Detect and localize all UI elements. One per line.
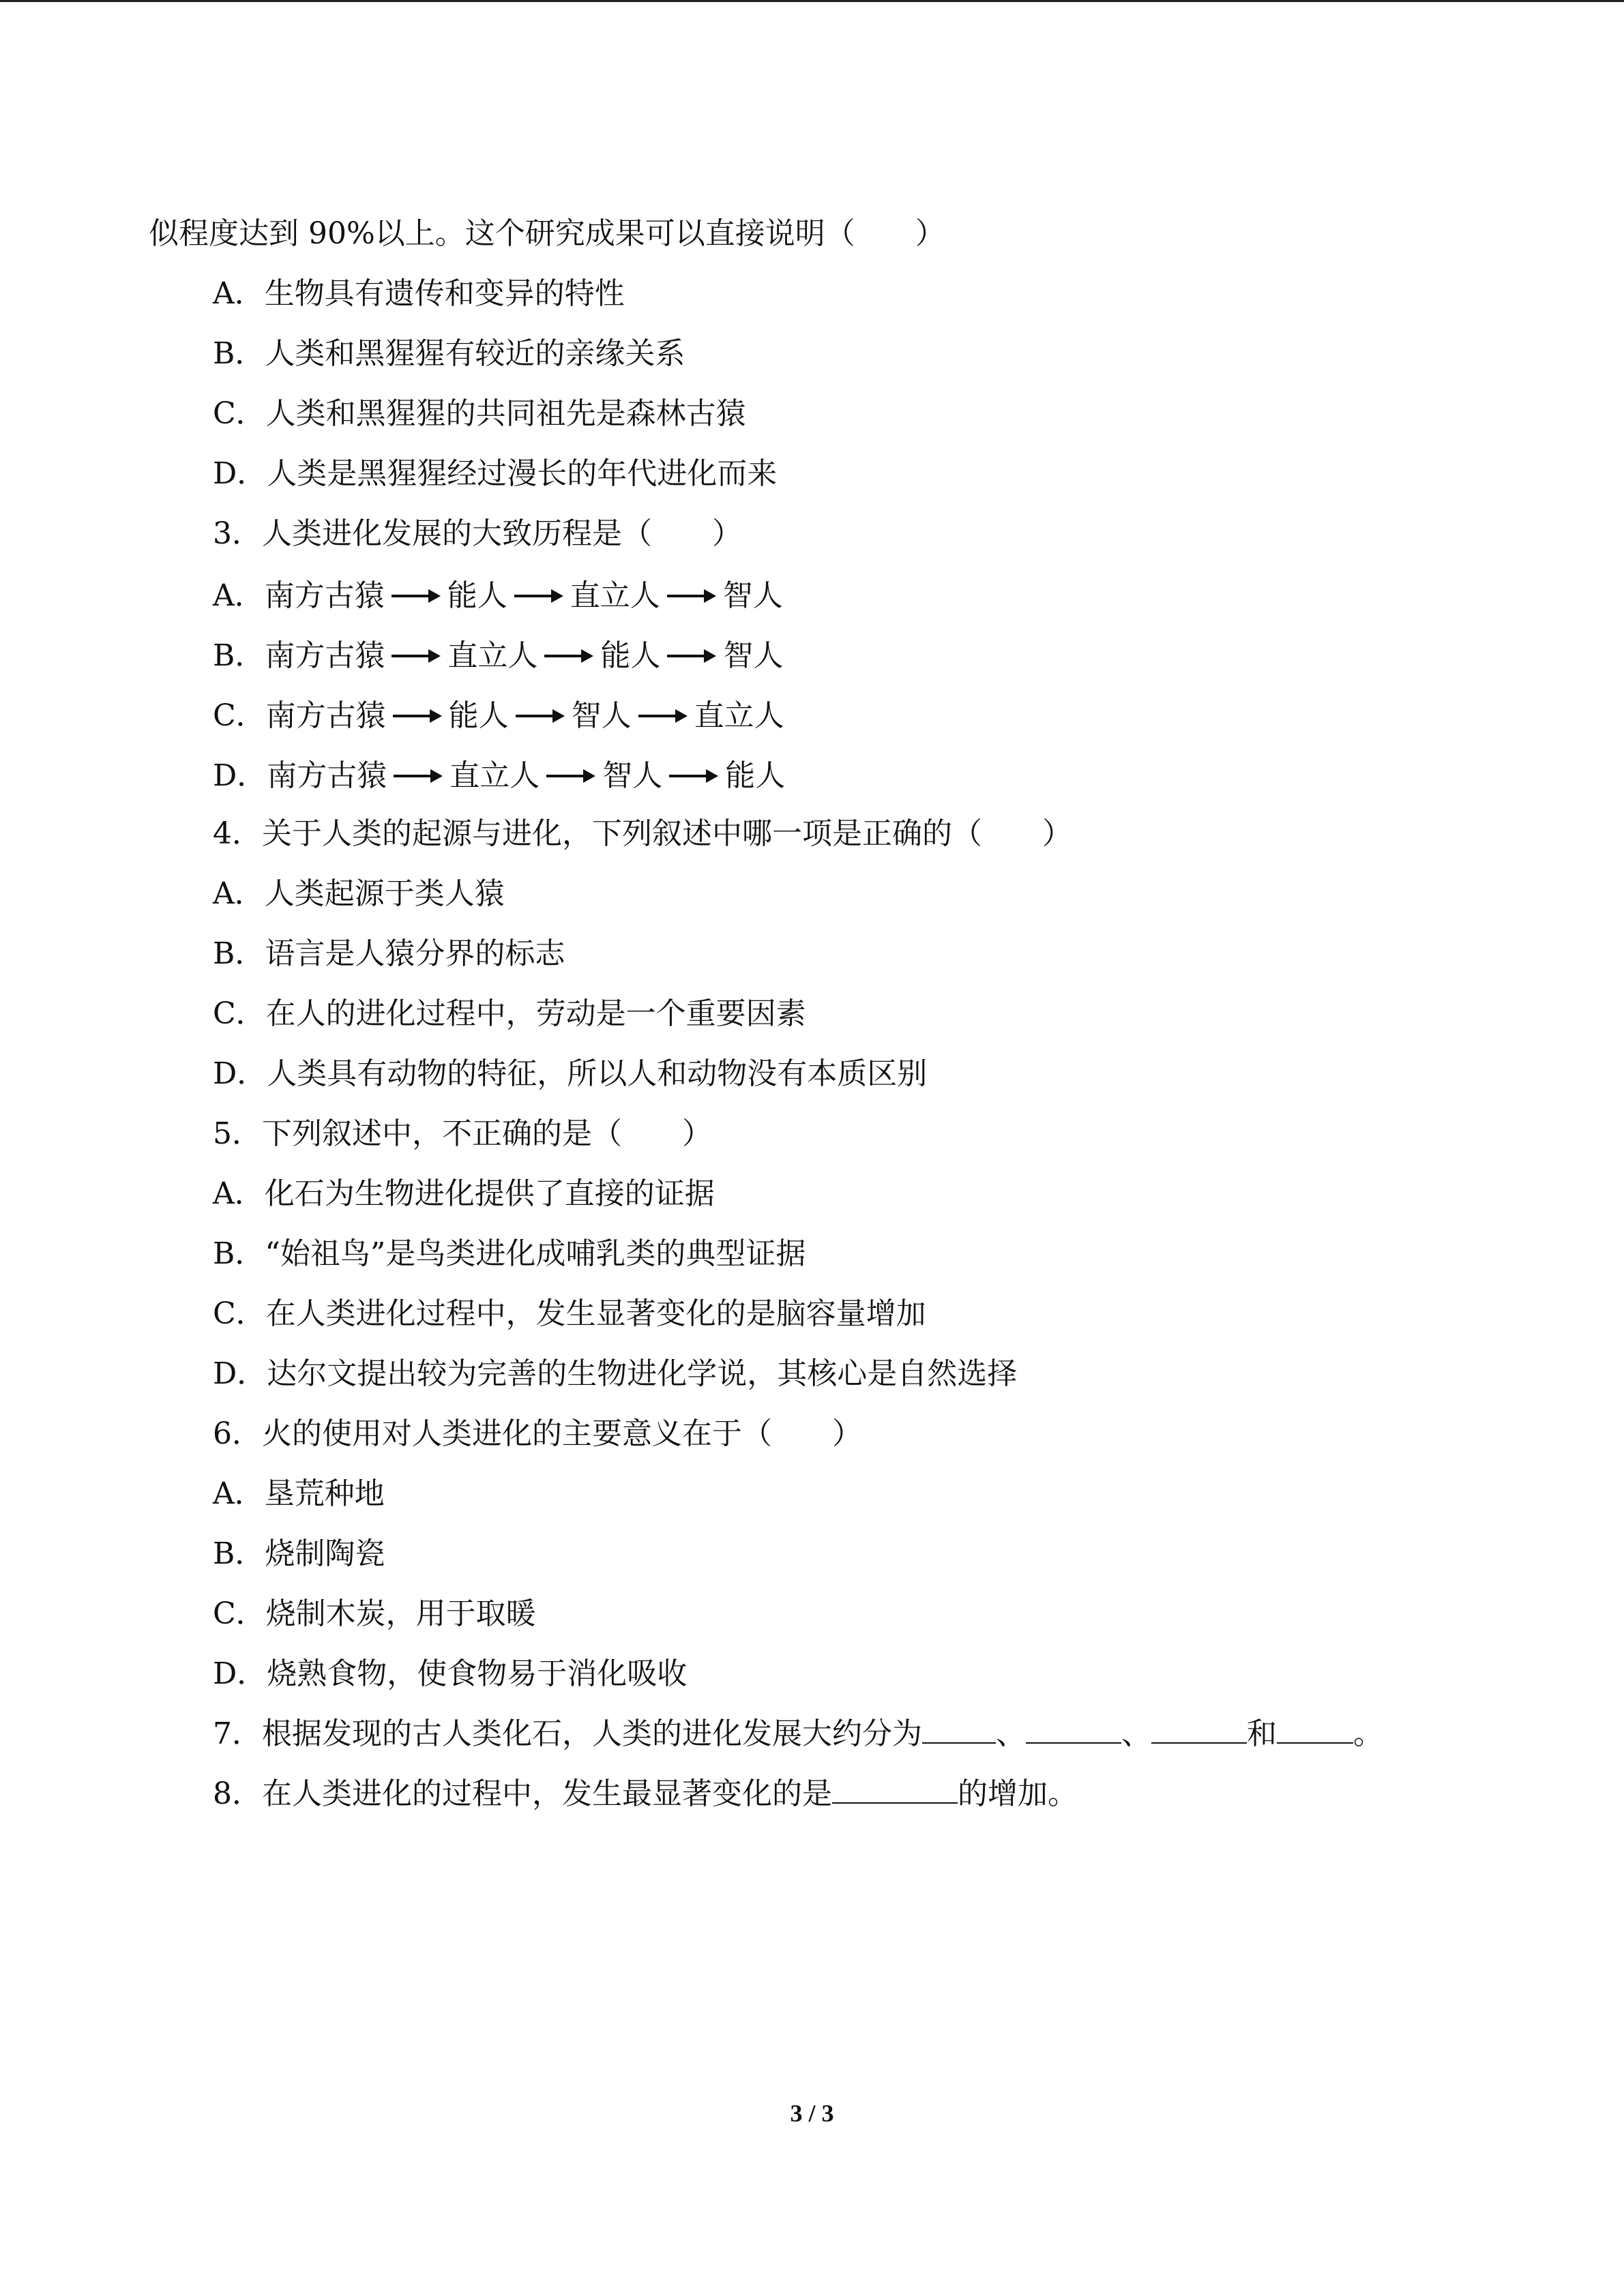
question-3-option-b (213, 633, 783, 676)
answer-blank-5[interactable] (832, 1775, 958, 1804)
question-2-option-a: A．生物具有遗传和变异的特性 (213, 276, 625, 311)
option-letter: C． (213, 698, 266, 733)
question-5-option-c: C．在人类进化过程中，发生显著变化的是脑容量增加 (213, 1296, 926, 1331)
question-5-option-d: D．达尔文提出较为完善的生物进化学说，其核心是自然选择 (213, 1356, 1018, 1391)
option-letter: B． (213, 638, 265, 673)
right-arrow-icon (637, 706, 689, 726)
right-arrow-icon (668, 766, 720, 786)
page-number: 3 / 3 (790, 2100, 834, 2127)
question-6-option-d: D．烧熟食物，使食物易于消化吸收 (213, 1656, 688, 1691)
option-letter: A． (213, 578, 265, 613)
answer-blank-1[interactable] (922, 1715, 996, 1744)
question-2-option-d: D．人类是黑猩猩经过漫长的年代进化而来 (213, 456, 778, 491)
question-4-option-b: B．语言是人猿分界的标志 (213, 936, 565, 971)
separator: 、 (996, 1716, 1026, 1751)
evolution-stage: 南方古猿 (265, 698, 386, 733)
right-arrow-icon (392, 766, 444, 786)
evolution-stage: 能人 (600, 638, 661, 673)
right-arrow-icon (545, 766, 597, 786)
evolution-stage: 能人 (447, 578, 507, 613)
question-8-fill-in (213, 1774, 1078, 1815)
evolution-stage: 智人 (723, 638, 784, 673)
question-6-stem: 6．火的使用对人类进化的主要意义在于（ ） (213, 1416, 862, 1451)
right-arrow-icon (666, 586, 718, 606)
question-4-option-c: C．在人的进化过程中，劳动是一个重要因素 (213, 996, 806, 1031)
question-4-option-a: A．人类起源于类人猿 (213, 876, 505, 911)
option-letter: D． (213, 758, 267, 793)
evolution-stage: 南方古猿 (264, 578, 385, 613)
question-6-option-a: A．垦荒种地 (213, 1476, 385, 1511)
right-arrow-icon (390, 586, 442, 606)
right-arrow-icon (390, 646, 442, 666)
question-7-fill-in (213, 1714, 1383, 1755)
right-arrow-icon (513, 586, 565, 606)
question-2-continuation: 似程度达到 90%以上。这个研究成果可以直接说明（ ） (149, 216, 945, 251)
evolution-stage: 直立人 (447, 638, 538, 673)
right-arrow-icon (543, 646, 595, 666)
question-6-option-b: B．烧制陶瓷 (213, 1536, 385, 1571)
evolution-stage: 智人 (571, 698, 632, 733)
question-3-option-c (213, 694, 784, 736)
period: 。 (1353, 1716, 1383, 1751)
question-3-option-d (213, 754, 785, 796)
question-4-stem: 4．关于人类的起源与进化，下列叙述中哪一项是正确的（ ） (213, 816, 1072, 851)
right-arrow-icon (514, 706, 566, 726)
question-5-stem: 5．下列叙述中，不正确的是（ ） (213, 1116, 712, 1151)
evolution-stage: 智人 (602, 758, 663, 793)
question-4-option-d: D．人类具有动物的特征，所以人和动物没有本质区别 (213, 1056, 928, 1091)
evolution-stage: 直立人 (449, 758, 540, 793)
evolution-stage: 能人 (448, 698, 509, 733)
conjunction: 和 (1247, 1716, 1277, 1751)
answer-blank-4[interactable] (1277, 1715, 1353, 1744)
evolution-stage: 南方古猿 (265, 638, 385, 673)
evolution-stage: 直立人 (694, 698, 784, 733)
evolution-stage: 智人 (722, 578, 783, 613)
evolution-stage: 南方古猿 (267, 758, 387, 793)
question-5-option-a: A．化石为生物进化提供了直接的证据 (213, 1176, 715, 1211)
question-3-option-a (213, 573, 783, 616)
right-arrow-icon (666, 646, 718, 666)
separator: 、 (1121, 1716, 1151, 1751)
answer-blank-2[interactable] (1026, 1715, 1121, 1744)
evolution-stage: 能人 (725, 758, 786, 793)
question-8-tail: 的增加。 (958, 1776, 1078, 1811)
question-6-option-c: C．烧制木炭，用于取暖 (213, 1596, 536, 1631)
question-3-stem: 3．人类进化发展的大致历程是（ ） (213, 516, 742, 551)
question-7-text: 7．根据发现的古人类化石，人类的进化发展大约分为 (213, 1716, 922, 1751)
evolution-stage: 直立人 (570, 578, 660, 613)
answer-blank-3[interactable] (1151, 1715, 1247, 1744)
question-5-option-b: B．“始祖鸟”是鸟类进化成哺乳类的典型证据 (213, 1236, 806, 1271)
question-2-option-c: C．人类和黑猩猩的共同祖先是森林古猿 (213, 396, 746, 431)
question-2-option-b: B．人类和黑猩猩有较近的亲缘关系 (213, 336, 685, 371)
question-8-text: 8．在人类进化的过程中，发生最显著变化的是 (213, 1776, 832, 1811)
right-arrow-icon (392, 706, 443, 726)
